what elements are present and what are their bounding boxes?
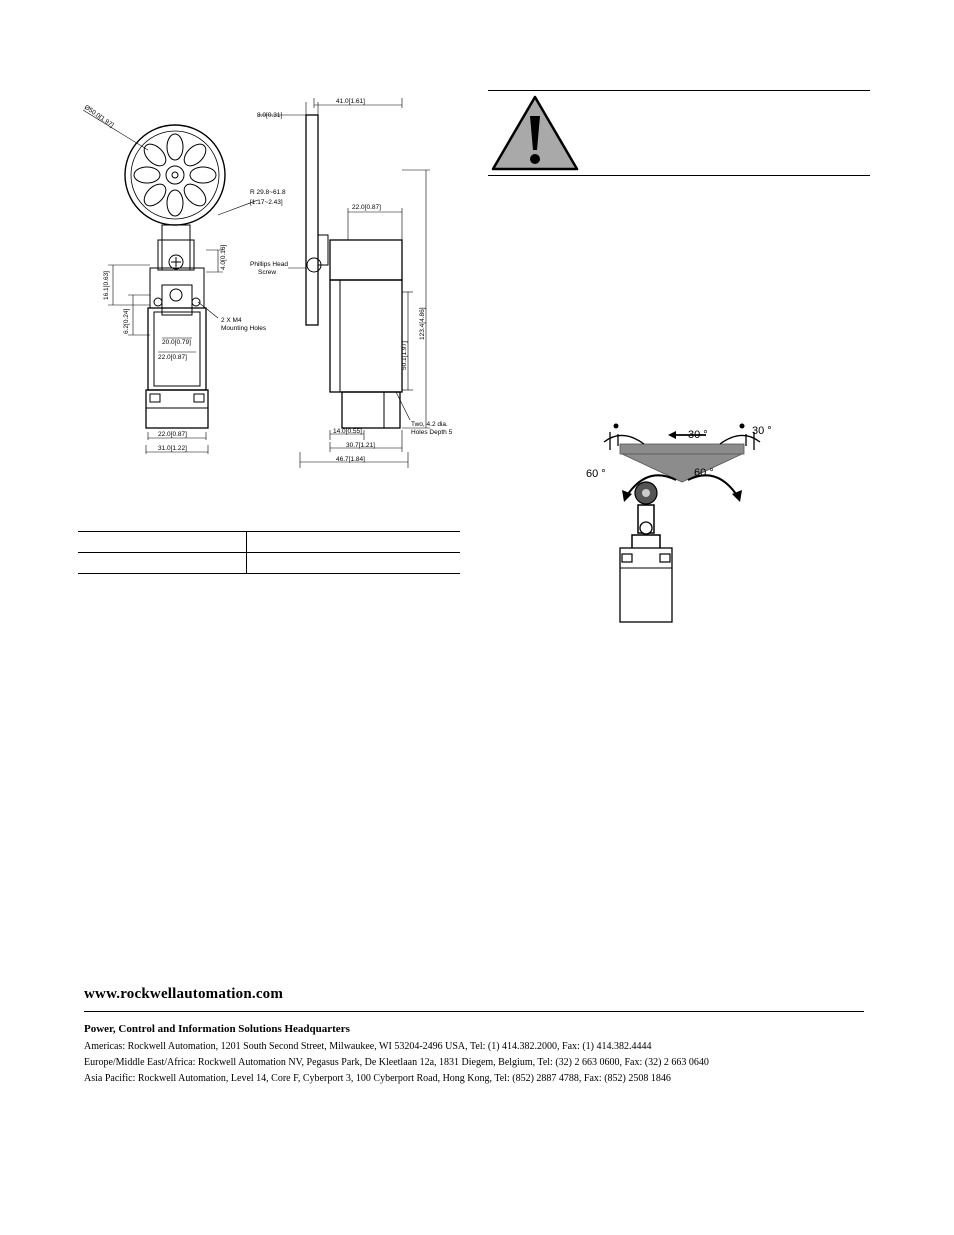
screw-label-1: Phillips Head [250, 261, 288, 268]
dim-31-0: 31.0[1.22] [158, 445, 187, 452]
footer-url[interactable]: www.rockwellautomation.com [84, 986, 284, 1002]
angle-top-center: 30 ° [688, 429, 708, 441]
dim-123-4: 123.4[4.86] [419, 307, 426, 340]
side-dim-22-0: 22.0[0.87] [352, 204, 381, 211]
dim-14-0: 14.0[0.55] [333, 428, 362, 435]
lever-bar [620, 444, 744, 454]
dim-22-0b: 22.0[0.87] [158, 431, 187, 438]
lever-arm [306, 115, 318, 325]
address-apac: Asia Pacific: Rockwell Automation, Level 14, Core F, Cyberport 3, 100 Cyberport Road, Hong Kong, Tel: (852) 2887 4788, Fax: (852) 2508 1846 [84, 1073, 671, 1084]
warning-triangle-icon [491, 94, 579, 172]
table-row [78, 532, 460, 553]
address-americas: Americas: Rockwell Automation, 1201 South Second Street, Milwaukee, WI 53204-2496 USA, Tel: (1) 414.382.2000, Fax: (1) 414.382.4444 [84, 1041, 652, 1052]
dim-20-0: 20.0[0.79] [162, 339, 191, 346]
dimension-drawing [78, 90, 468, 480]
table-row [78, 553, 460, 574]
dia-label: Ø50.0[1.97] [82, 103, 115, 130]
radius-label-1: R 29.8~61.8 [250, 189, 286, 196]
table-cell [247, 553, 461, 574]
mount-label-1: 2 X M4 [221, 317, 242, 324]
footer-hq-title: Power, Control and Information Solutions Headquarters [84, 1023, 350, 1035]
dim-4-0: 4.0[0.16] [220, 244, 227, 270]
dim-30-7: 30.7[1.21] [346, 442, 375, 449]
mount-label-2: Mounting Holes [221, 325, 267, 332]
table-cell [247, 532, 461, 553]
angle-left: 60 ° [586, 468, 606, 480]
actuator-motion-drawing [582, 410, 782, 630]
dim-16-1: 16.1[0.63] [103, 271, 110, 300]
table-cell [78, 553, 247, 574]
spec-table [78, 531, 460, 574]
table-cell [78, 532, 247, 553]
front-view [125, 125, 225, 428]
dim-22-0a: 22.0[0.87] [158, 354, 187, 361]
angle-right: 60 ° [694, 467, 714, 479]
address-emea: Europe/Middle East/Africa: Rockwell Automation NV, Pegasus Park, De Kleetlaan 12a, 1831 Diegem, Belgium, Tel: (32) 2 663 0600, Fax: (32) 2 663 0640 [84, 1057, 709, 1068]
footer-divider [84, 1011, 864, 1012]
dim-46-7: 46.7[1.84] [336, 456, 365, 463]
warning-box [488, 90, 870, 176]
screw-label-2: Screw [258, 269, 277, 276]
angle-top-right: 30 ° [752, 425, 772, 437]
dim-6-2: 6.2[0.24] [123, 308, 130, 334]
holes-label-1: Two, 4.2 dia. [411, 421, 448, 428]
side-view [306, 115, 402, 428]
holes-label-2: Holes Depth 5 [411, 429, 453, 436]
dim-41-0: 41.0[1.61] [336, 98, 365, 105]
dim-8-0: 8.0[0.31] [257, 112, 283, 119]
radius-label-2: [1.17~2.43] [250, 199, 283, 206]
dim-50-1: 50.1[1.97] [401, 341, 408, 370]
